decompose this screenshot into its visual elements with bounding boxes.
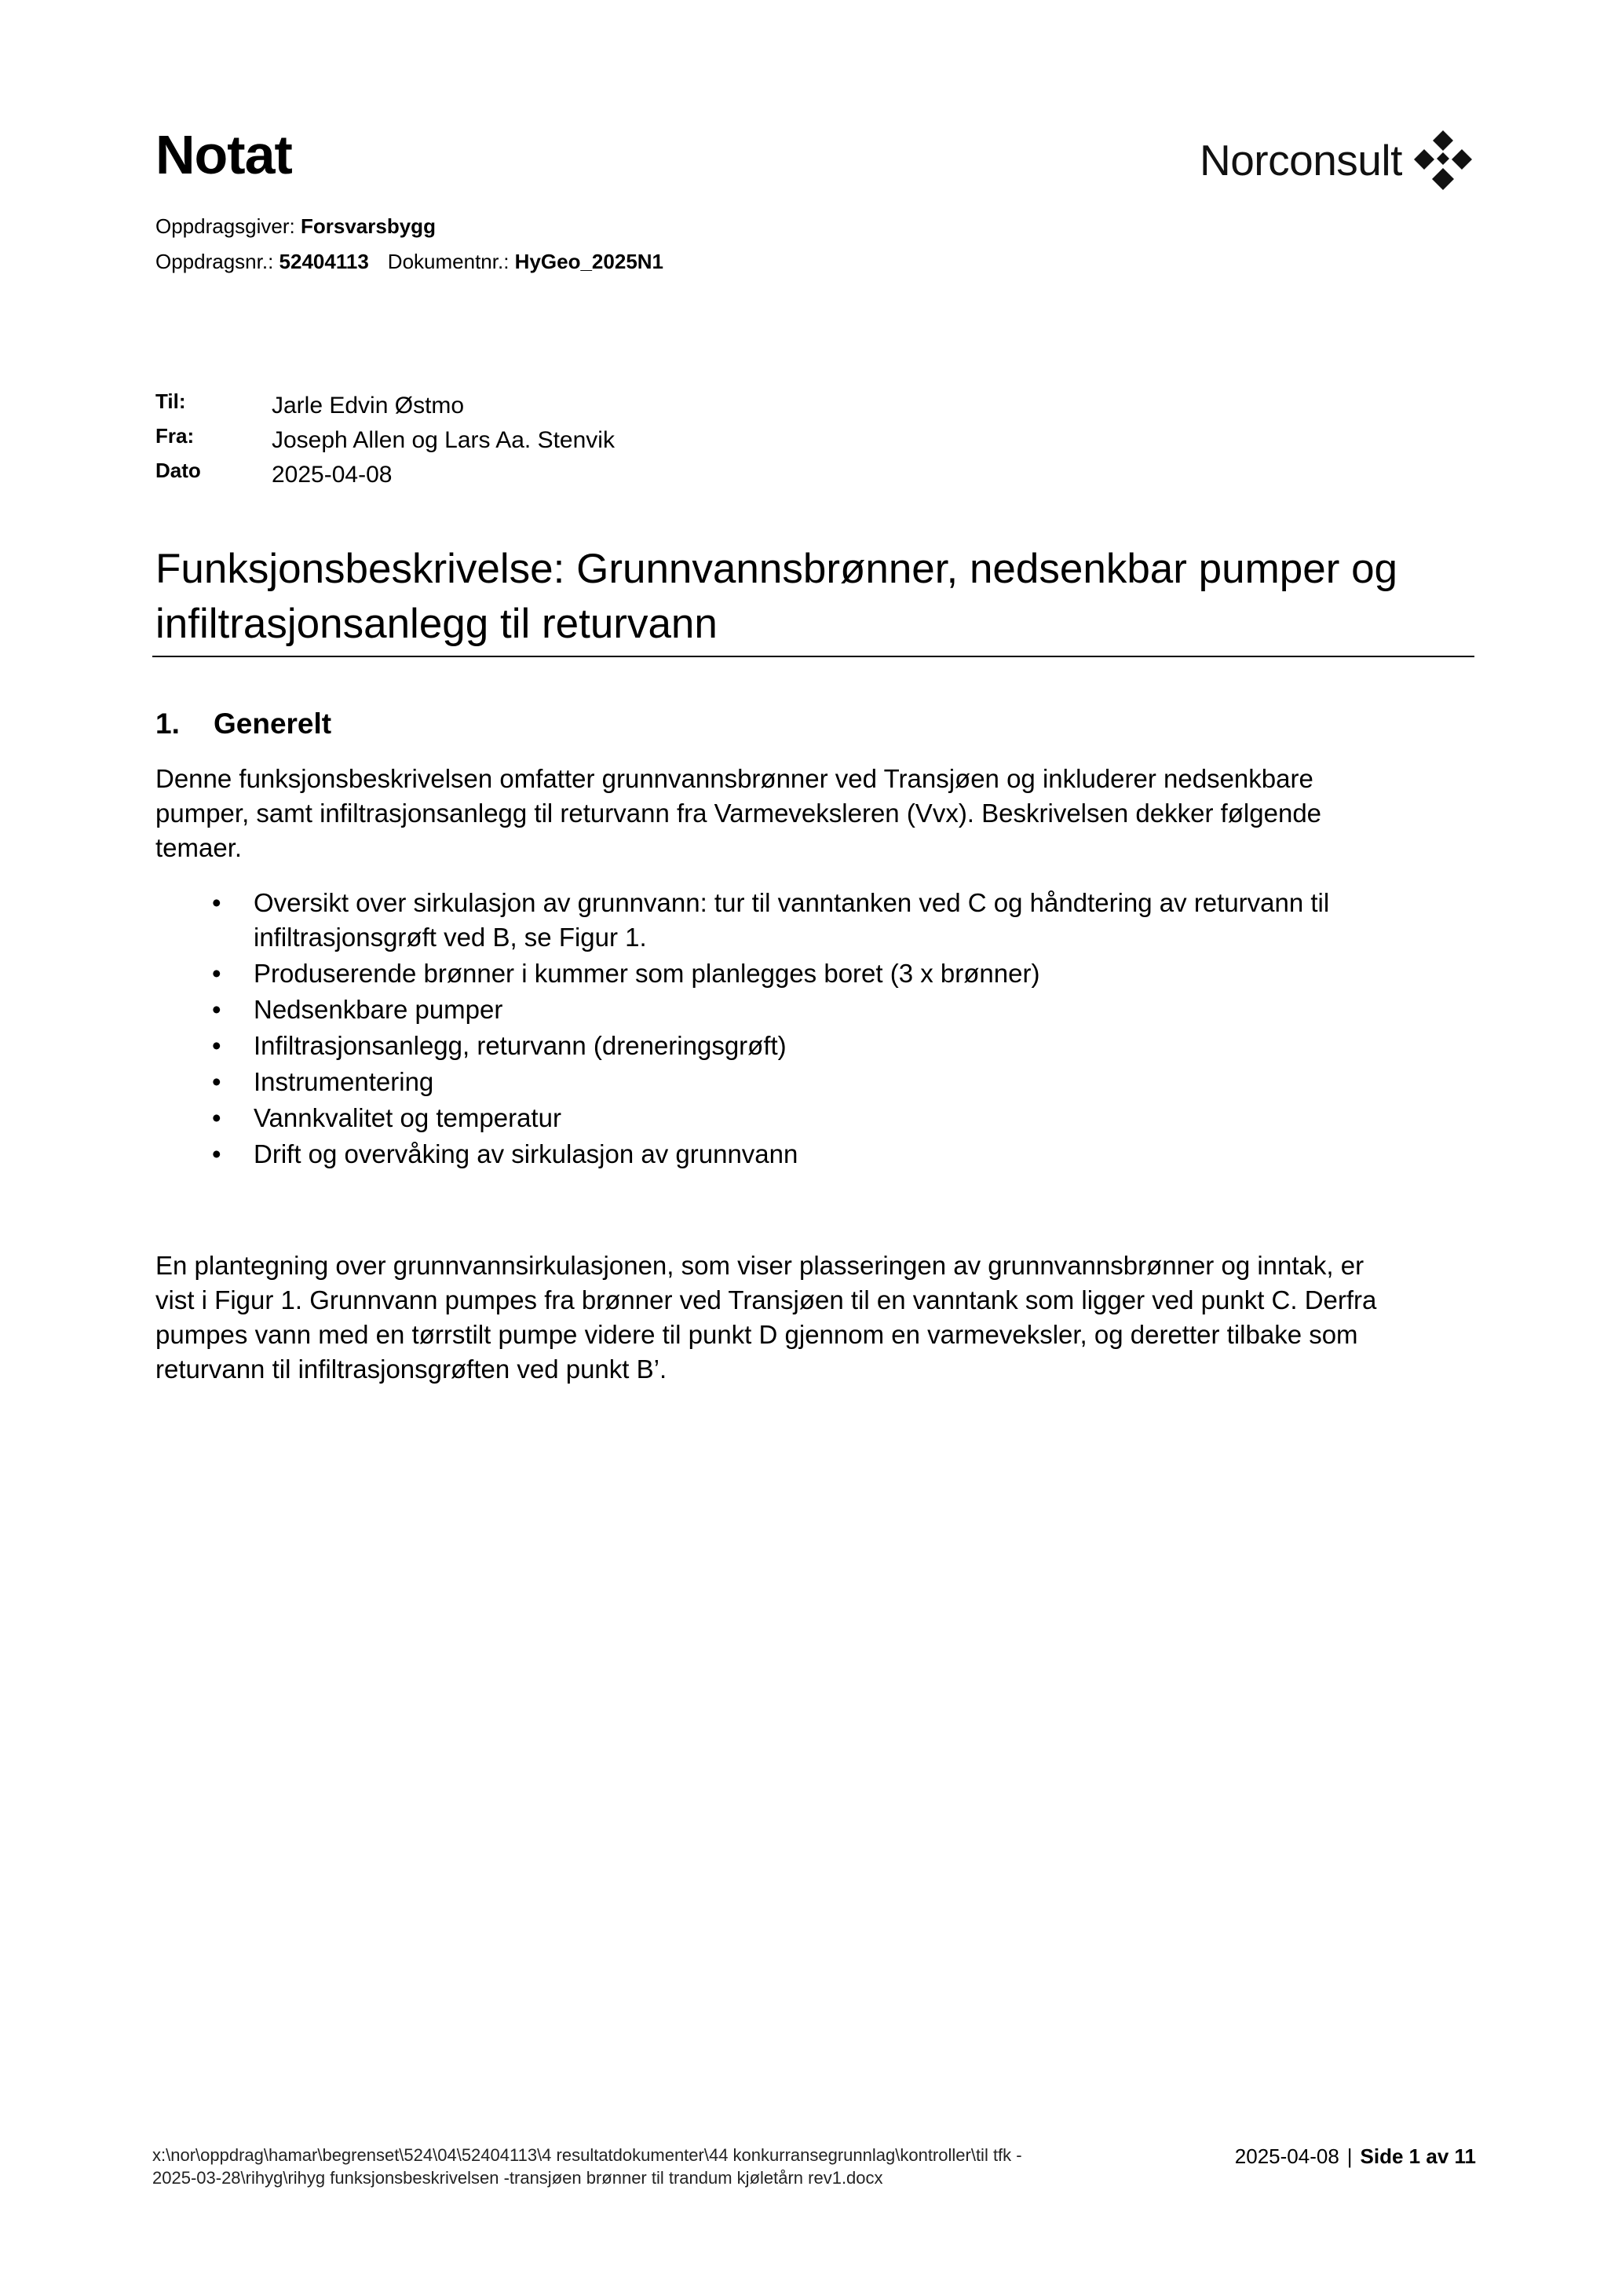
norconsult-logo: [1200, 130, 1474, 190]
bullet-icon: •: [212, 1139, 221, 1168]
bullet-icon: •: [212, 959, 221, 988]
text-line: temaer.: [155, 833, 243, 862]
footer-page-info: [1235, 2146, 1476, 2166]
section-number: 1.: [155, 707, 180, 740]
page-number: Side 1 av 11: [1360, 2144, 1476, 2168]
to-label: Til:: [155, 389, 186, 413]
bullet-icon: •: [212, 995, 221, 1024]
list-item-text: Infiltrasjonsanlegg, returvann (dreneringsgrøft): [254, 1031, 787, 1060]
from-value: Joseph Allen og Lars Aa. Stenvik: [272, 427, 615, 453]
file-path-line: 2025-03-28\rihyg\rihyg funksjonsbeskrivelsen -transjøen brønner til trandum kjøletårn rev1.docx: [152, 2168, 883, 2188]
list-item-text: Produserende brønner i kummer som planlegges boret (3 x brønner): [254, 959, 1040, 988]
intro-paragraph: [155, 762, 1482, 865]
text-line: pumper, samt infiltrasjonsanlegg til returvann fra Varmeveksleren (Vvx). Beskrivelsen dekker følgende: [155, 799, 1322, 828]
document-title: [155, 542, 1474, 652]
list-item: [155, 956, 1482, 991]
client-value: Forsvarsbygg: [301, 214, 436, 238]
document-title-line: Funksjonsbeskrivelse: Grunnvannsbrønner, nedsenkbar pumper og: [155, 546, 1398, 592]
list-item-text: Vannkvalitet og temperatur: [254, 1103, 561, 1132]
bullet-icon: •: [212, 1031, 221, 1060]
section-heading: [155, 709, 331, 738]
reference-line: [155, 251, 663, 272]
list-item: [155, 1101, 1482, 1135]
text-line: pumpes vann med en tørrstilt pumpe videre til punkt D gjennom en varmeveksler, og deretter tilbake som: [155, 1320, 1358, 1349]
text-line: returvann til infiltrasjonsgrøften ved punkt B’.: [155, 1355, 667, 1384]
footer-separator: |: [1346, 2144, 1353, 2168]
bullet-icon: •: [212, 888, 221, 917]
document-number-label: Dokumentnr.:: [387, 250, 510, 273]
from-label: Fra:: [155, 424, 195, 448]
document-title-line: infiltrasjonsanlegg til returvann: [155, 601, 718, 647]
client-line: [155, 216, 436, 236]
footer-file-path: [152, 2144, 1173, 2189]
bullet-icon: •: [212, 1067, 221, 1096]
list-item: [155, 886, 1482, 955]
assignment-label: Oppdragsnr.:: [155, 250, 274, 273]
document-type-title: Notat: [155, 124, 292, 185]
logo-wordmark: Norconsult: [1200, 135, 1402, 185]
list-item: [155, 1029, 1482, 1063]
list-item-text: Instrumentering: [254, 1067, 434, 1096]
body-paragraph: [155, 1249, 1482, 1387]
list-item-text: Nedsenkbare pumper: [254, 995, 503, 1024]
section-title: Generelt: [214, 707, 332, 740]
list-item: [155, 993, 1482, 1027]
assignment-number: 52404113: [279, 250, 369, 273]
list-item: [155, 1137, 1482, 1172]
date-value: 2025-04-08: [272, 462, 393, 488]
topic-list: [155, 886, 1482, 1173]
diamond-cluster-icon: [1412, 130, 1474, 190]
to-value: Jarle Edvin Østmo: [272, 393, 465, 419]
footer-date: 2025-04-08: [1234, 2144, 1339, 2168]
bullet-icon: •: [212, 1103, 221, 1132]
date-label: Dato: [155, 459, 201, 482]
file-path-line: x:\nor\oppdrag\hamar\begrenset\524\04\52404113\4 resultatdokumenter\44 konkurransegrunnlag\kontroller\til tfk -: [152, 2145, 1022, 2165]
document-number: HyGeo_2025N1: [514, 250, 664, 273]
title-divider: [152, 656, 1474, 657]
text-line: vist i Figur 1. Grunnvann pumpes fra brønner ved Transjøen til en vanntank som ligger ved punkt C. Derfra: [155, 1285, 1377, 1314]
list-item: [155, 1065, 1482, 1099]
list-item-text: Drift og overvåking av sirkulasjon av grunnvann: [254, 1139, 798, 1168]
text-line: Denne funksjonsbeskrivelsen omfatter grunnvannsbrønner ved Transjøen og inkluderer nedsenkbare: [155, 764, 1313, 793]
client-label: Oppdragsgiver:: [155, 214, 295, 238]
list-item-text: Oversikt over sirkulasjon av grunnvann: tur til vanntanken ved C og håndtering av returvann til: [254, 888, 1330, 917]
text-line: En plantegning over grunnvannsirkulasjonen, som viser plasseringen av grunnvannsbrønner og inntak, er: [155, 1251, 1364, 1280]
list-item-text: infiltrasjonsgrøft ved B, se Figur 1.: [254, 923, 647, 952]
